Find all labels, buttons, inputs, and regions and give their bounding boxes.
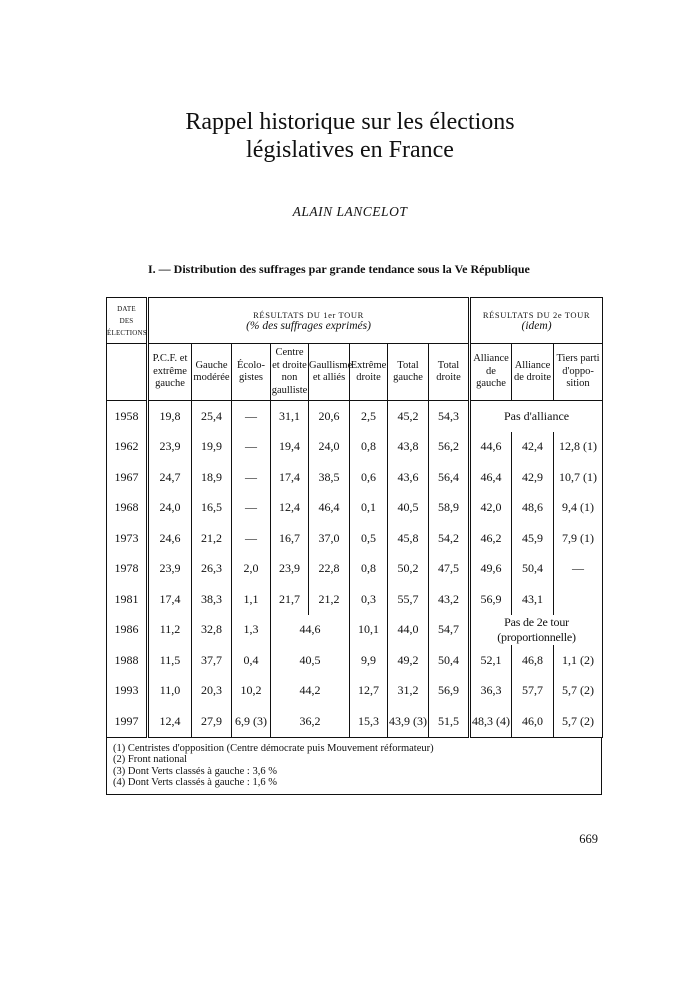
tiers-parti-cell: 5,7 (2) (554, 676, 603, 707)
ecologistes-cell: — (232, 493, 271, 524)
total-gauche-cell: 45,8 (388, 523, 429, 554)
extreme-droite-cell: 0,1 (350, 493, 388, 524)
droite-merged-cell: 36,2 (271, 706, 350, 737)
centre-droite-cell: 21,7 (271, 584, 309, 615)
alliance-gauche-cell: 48,3 (4) (470, 706, 512, 737)
tiers-parti-cell: — (554, 554, 603, 585)
centre-droite-cell: 12,4 (271, 493, 309, 524)
alliance-gauche-cell: 52,1 (470, 645, 512, 676)
gaullisme-cell: 24,0 (309, 432, 350, 463)
total-droite-cell: 50,4 (429, 645, 470, 676)
total-droite-cell: 56,4 (429, 462, 470, 493)
tiers-parti-cell: 10,7 (1) (554, 462, 603, 493)
table-notes (106, 738, 602, 795)
extreme-droite-cell: 10,1 (350, 615, 388, 646)
pcf-cell: 23,9 (148, 554, 192, 585)
table-row (107, 523, 603, 554)
column-header: Extrême droite (350, 344, 388, 401)
extreme-droite-cell: 2,5 (350, 401, 388, 432)
extreme-droite-cell: 9,9 (350, 645, 388, 676)
tiers-parti-cell: 1,1 (2) (554, 645, 603, 676)
extreme-droite-cell: 0,8 (350, 432, 388, 463)
column-header: Gaullisme et alliés (309, 344, 350, 401)
table-row (107, 584, 603, 615)
droite-merged-cell: 40,5 (271, 645, 350, 676)
extreme-droite-cell: 0,3 (350, 584, 388, 615)
alliance-droite-cell: 45,9 (512, 523, 554, 554)
year-cell: 1986 (107, 615, 148, 646)
gauche-moderee-cell: 16,5 (192, 493, 232, 524)
table-row (107, 432, 603, 463)
total-droite-cell: 56,9 (429, 676, 470, 707)
gauche-moderee-cell: 19,9 (192, 432, 232, 463)
total-gauche-cell: 43,6 (388, 462, 429, 493)
column-header: Gauche modérée (192, 344, 232, 401)
pcf-cell: 19,8 (148, 401, 192, 432)
gauche-moderee-cell: 20,3 (192, 676, 232, 707)
table-row (107, 645, 603, 676)
title-line-1: Rappel historique sur les élections (185, 109, 515, 135)
tour2-header: RÉSULTATS DU 2e TOUR (idem) (470, 298, 603, 344)
note-3: (3) Dont Verts classés à gauche : 3,6 % (113, 765, 277, 777)
year-cell: 1978 (107, 554, 148, 585)
column-header: Total droite (429, 344, 470, 401)
alliance-gauche-cell: 46,2 (470, 523, 512, 554)
ecologistes-cell: 1,3 (232, 615, 271, 646)
column-header: Total gauche (388, 344, 429, 401)
empty-header-cell (107, 344, 148, 401)
header-row-1 (107, 298, 603, 344)
pcf-cell: 23,9 (148, 432, 192, 463)
tiers-parti-cell: 5,7 (2) (554, 706, 603, 737)
pcf-cell: 24,7 (148, 462, 192, 493)
centre-droite-cell: 19,4 (271, 432, 309, 463)
total-droite-cell: 51,5 (429, 706, 470, 737)
tour2-merged-cell: Pas d'alliance (470, 401, 603, 432)
results-table (106, 297, 603, 738)
centre-droite-cell: 17,4 (271, 462, 309, 493)
gaullisme-cell: 37,0 (309, 523, 350, 554)
year-cell: 1968 (107, 493, 148, 524)
gauche-moderee-cell: 25,4 (192, 401, 232, 432)
gaullisme-cell: 38,5 (309, 462, 350, 493)
alliance-gauche-cell: 49,6 (470, 554, 512, 585)
tiers-parti-cell (554, 584, 603, 615)
centre-droite-cell: 23,9 (271, 554, 309, 585)
column-header: Alliance de droite (512, 344, 554, 401)
ecologistes-cell: 2,0 (232, 554, 271, 585)
total-gauche-cell: 49,2 (388, 645, 429, 676)
total-droite-cell: 43,2 (429, 584, 470, 615)
table-row (107, 615, 603, 646)
table-row (107, 676, 603, 707)
pcf-cell: 24,6 (148, 523, 192, 554)
alliance-droite-cell: 46,0 (512, 706, 554, 737)
total-gauche-cell: 40,5 (388, 493, 429, 524)
gauche-moderee-cell: 21,2 (192, 523, 232, 554)
note-4: (4) Dont Verts classés à gauche : 1,6 % (113, 777, 277, 788)
gauche-moderee-cell: 38,3 (192, 584, 232, 615)
tiers-parti-cell: 7,9 (1) (554, 523, 603, 554)
total-droite-cell: 47,5 (429, 554, 470, 585)
total-gauche-cell: 43,8 (388, 432, 429, 463)
extreme-droite-cell: 12,7 (350, 676, 388, 707)
total-droite-cell: 54,7 (429, 615, 470, 646)
table-row (107, 462, 603, 493)
page-number: 669 (579, 832, 598, 846)
table-row (107, 493, 603, 524)
gauche-moderee-cell: 18,9 (192, 462, 232, 493)
gaullisme-cell: 20,6 (309, 401, 350, 432)
total-gauche-cell: 31,2 (388, 676, 429, 707)
alliance-droite-cell: 46,8 (512, 645, 554, 676)
table-row (107, 706, 603, 737)
ecologistes-cell: — (232, 523, 271, 554)
year-cell: 1993 (107, 676, 148, 707)
year-cell: 1967 (107, 462, 148, 493)
pcf-cell: 11,5 (148, 645, 192, 676)
column-header: Centre et droite non gaulliste (271, 344, 309, 401)
total-droite-cell: 56,2 (429, 432, 470, 463)
total-gauche-cell: 45,2 (388, 401, 429, 432)
note-1: (1) Centristes d'opposition (Centre démocrate puis Mouvement réformateur) (113, 742, 434, 754)
centre-droite-cell: 16,7 (271, 523, 309, 554)
alliance-droite-cell: 42,4 (512, 432, 554, 463)
ecologistes-cell: 6,9 (3) (232, 706, 271, 737)
alliance-droite-cell: 43,1 (512, 584, 554, 615)
table-caption: I. — Distribution des suffrages par grande tendance sous la Ve République (148, 262, 530, 276)
pcf-cell: 17,4 (148, 584, 192, 615)
header-row-2 (107, 344, 603, 401)
year-cell: 1988 (107, 645, 148, 676)
alliance-gauche-cell: 56,9 (470, 584, 512, 615)
alliance-gauche-cell: 36,3 (470, 676, 512, 707)
ecologistes-cell: — (232, 432, 271, 463)
table-body (107, 401, 603, 738)
table-row (107, 554, 603, 585)
pcf-cell: 12,4 (148, 706, 192, 737)
alliance-droite-cell: 57,7 (512, 676, 554, 707)
author-name: ALAIN LANCELOT (292, 204, 408, 219)
total-gauche-cell: 43,9 (3) (388, 706, 429, 737)
gauche-moderee-cell: 27,9 (192, 706, 232, 737)
ecologistes-cell: 10,2 (232, 676, 271, 707)
droite-merged-cell: 44,2 (271, 676, 350, 707)
column-header: Écolo-gistes (232, 344, 271, 401)
year-cell: 1981 (107, 584, 148, 615)
gauche-moderee-cell: 26,3 (192, 554, 232, 585)
extreme-droite-cell: 0,5 (350, 523, 388, 554)
ecologistes-cell: 1,1 (232, 584, 271, 615)
alliance-droite-cell: 42,9 (512, 462, 554, 493)
total-droite-cell: 58,9 (429, 493, 470, 524)
pcf-cell: 24,0 (148, 493, 192, 524)
page-title (0, 108, 700, 164)
year-cell: 1973 (107, 523, 148, 554)
droite-merged-cell: 44,6 (271, 615, 350, 646)
total-gauche-cell: 44,0 (388, 615, 429, 646)
pcf-cell: 11,0 (148, 676, 192, 707)
column-header: Tiers parti d'oppo-sition (554, 344, 603, 401)
ecologistes-cell: — (232, 401, 271, 432)
extreme-droite-cell: 0,6 (350, 462, 388, 493)
gauche-moderee-cell: 32,8 (192, 615, 232, 646)
gaullisme-cell: 21,2 (309, 584, 350, 615)
tiers-parti-cell: 12,8 (1) (554, 432, 603, 463)
ecologistes-cell: — (232, 462, 271, 493)
total-gauche-cell: 50,2 (388, 554, 429, 585)
year-cell: 1997 (107, 706, 148, 737)
alliance-gauche-cell: 44,6 (470, 432, 512, 463)
column-header: P.C.F. et extrême gauche (148, 344, 192, 401)
extreme-droite-cell: 15,3 (350, 706, 388, 737)
centre-droite-cell: 31,1 (271, 401, 309, 432)
date-header: DATE DES ÉLECTIONS (107, 298, 148, 344)
gaullisme-cell: 46,4 (309, 493, 350, 524)
year-cell: 1962 (107, 432, 148, 463)
title-line-2: législatives en France (246, 137, 454, 163)
column-header: Alliance de gauche (470, 344, 512, 401)
pcf-cell: 11,2 (148, 615, 192, 646)
total-droite-cell: 54,3 (429, 401, 470, 432)
gaullisme-cell: 22,8 (309, 554, 350, 585)
alliance-gauche-cell: 46,4 (470, 462, 512, 493)
table-row (107, 401, 603, 432)
note-2: (2) Front national (113, 754, 188, 765)
extreme-droite-cell: 0,8 (350, 554, 388, 585)
year-cell: 1958 (107, 401, 148, 432)
gauche-moderee-cell: 37,7 (192, 645, 232, 676)
alliance-gauche-cell: 42,0 (470, 493, 512, 524)
ecologistes-cell: 0,4 (232, 645, 271, 676)
tiers-parti-cell: 9,4 (1) (554, 493, 603, 524)
tour1-header: RÉSULTATS DU 1er TOUR (% des suffrages exprimés) (148, 298, 470, 344)
tour2-merged-cell: Pas de 2e tour (proportionnelle) (470, 615, 603, 646)
results-table-wrapper (106, 297, 602, 795)
total-droite-cell: 54,2 (429, 523, 470, 554)
alliance-droite-cell: 48,6 (512, 493, 554, 524)
alliance-droite-cell: 50,4 (512, 554, 554, 585)
total-gauche-cell: 55,7 (388, 584, 429, 615)
